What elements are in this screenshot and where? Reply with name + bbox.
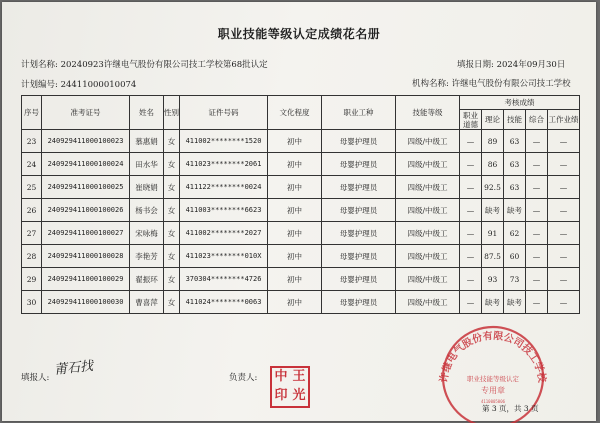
header-composite: 综合 (526, 110, 548, 130)
cell-level: 四级/中级工 (396, 199, 460, 222)
cell-id: 411023********010X (180, 245, 268, 268)
cell-ethics: — (460, 291, 482, 314)
cell-level: 四级/中级工 (396, 245, 460, 268)
header-name: 姓名 (130, 96, 164, 130)
cell-composite: — (526, 176, 548, 199)
cell-id: 370304********4726 (180, 268, 268, 291)
cell-skill: 62 (504, 222, 526, 245)
header-work: 工作业绩 (548, 110, 580, 130)
header-edu: 文化程度 (268, 96, 322, 130)
personal-seal: 中 王 印 光 (270, 366, 310, 408)
cell-ethics: — (460, 268, 482, 291)
cell-ticket: 240929411000100029 (42, 268, 130, 291)
cell-name: 杨书会 (130, 199, 164, 222)
cell-work: — (548, 291, 580, 314)
header-id: 证件号码 (180, 96, 268, 130)
cell-composite: — (526, 130, 548, 153)
cell-theory: 93 (482, 268, 504, 291)
cell-theory: 86 (482, 153, 504, 176)
cell-gender: 女 (164, 245, 180, 268)
cell-ethics: — (460, 222, 482, 245)
cell-ethics: — (460, 176, 482, 199)
cell-seq: 28 (22, 245, 42, 268)
cell-ticket: 240929411000100025 (42, 176, 130, 199)
cell-skill: 缺考 (504, 199, 526, 222)
cell-work: — (548, 130, 580, 153)
table-row (22, 176, 580, 199)
responsible-label: 负责人: (229, 373, 258, 383)
cell-job: 母婴护理员 (322, 245, 396, 268)
cell-edu: 初中 (268, 291, 322, 314)
cell-name: 李艳芳 (130, 245, 164, 268)
fill-date-value: 2024年09月30日 (496, 60, 566, 70)
cell-seq: 23 (22, 130, 42, 153)
plan-no-line (21, 78, 136, 90)
cell-name: 崔晓娟 (130, 176, 164, 199)
cell-gender: 女 (164, 153, 180, 176)
plan-name-label: 计划名称: (21, 60, 58, 70)
cell-job: 母婴护理员 (322, 130, 396, 153)
cell-seq: 26 (22, 199, 42, 222)
cell-seq: 27 (22, 222, 42, 245)
table-row (22, 199, 580, 222)
cell-skill: 73 (504, 268, 526, 291)
cell-level: 四级/中级工 (396, 268, 460, 291)
cell-gender: 女 (164, 268, 180, 291)
cell-seq: 25 (22, 176, 42, 199)
cell-ethics: — (460, 199, 482, 222)
cell-job: 母婴护理员 (322, 199, 396, 222)
cell-skill: 63 (504, 130, 526, 153)
cell-composite: — (526, 268, 548, 291)
plan-name-line (21, 58, 268, 70)
header-level: 技能等级 (396, 96, 460, 130)
cell-name: 曹喜萍 (130, 291, 164, 314)
cell-composite: — (526, 222, 548, 245)
cell-edu: 初中 (268, 153, 322, 176)
cell-composite: — (526, 291, 548, 314)
cell-theory: 缺考 (482, 291, 504, 314)
cell-theory: 缺考 (482, 199, 504, 222)
table-row (22, 153, 580, 176)
table-row (22, 130, 580, 153)
cell-level: 四级/中级工 (396, 176, 460, 199)
cell-id: 411002********2027 (180, 222, 268, 245)
cell-skill: 缺考 (504, 291, 526, 314)
table-row (22, 222, 580, 245)
header-seq: 序号 (22, 96, 42, 130)
cell-gender: 女 (164, 130, 180, 153)
cell-job: 母婴护理员 (322, 176, 396, 199)
header-job: 职业工种 (322, 96, 396, 130)
cell-composite: — (526, 199, 548, 222)
cell-edu: 初中 (268, 245, 322, 268)
cell-ticket: 240929411000100026 (42, 199, 130, 222)
cell-id: 411002********1520 (180, 130, 268, 153)
org-name-value: 许继电气股份有限公司技工学校 (451, 79, 571, 89)
fill-date-label: 填报日期: (457, 60, 494, 70)
cell-level: 四级/中级工 (396, 291, 460, 314)
cell-ticket: 240929411000100024 (42, 153, 130, 176)
cell-work: — (548, 268, 580, 291)
cell-id: 411024********0063 (180, 291, 268, 314)
plan-no-value: 24411000010074 (60, 80, 137, 90)
filler-signature: 莆石找 (53, 358, 94, 378)
cell-gender: 女 (164, 222, 180, 245)
cell-ethics: — (460, 130, 482, 153)
cell-seq: 29 (22, 268, 42, 291)
cell-work: — (548, 176, 580, 199)
cell-seq: 24 (22, 153, 42, 176)
seal-center-line2: 专用章 (481, 386, 505, 395)
cell-name: 翟振环 (130, 268, 164, 291)
cell-theory: 92.5 (482, 176, 504, 199)
seal-serial: 4110005006 (480, 399, 506, 404)
cell-job: 母婴护理员 (322, 153, 396, 176)
cell-job: 母婴护理员 (322, 222, 396, 245)
cell-name: 慕惠娟 (130, 130, 164, 153)
table-row (22, 268, 580, 291)
cell-edu: 初中 (268, 176, 322, 199)
cell-theory: 89 (482, 130, 504, 153)
cell-composite: — (526, 153, 548, 176)
header-theory: 理论 (482, 110, 504, 130)
seal-arc-text: 许继电气股份有限公司技工学校 (438, 330, 548, 384)
table-row (22, 245, 580, 268)
cell-name: 宋咏梅 (130, 222, 164, 245)
header-ticket: 准考证号 (42, 96, 130, 130)
filler-label: 填报人: (21, 373, 50, 383)
seal-center-line1: 职业技能等级认定 (467, 375, 519, 383)
cell-work: — (548, 199, 580, 222)
document-title: 职业技能等级认定成绩花名册 (217, 27, 381, 41)
cell-gender: 女 (164, 176, 180, 199)
cell-id: 411122********0024 (180, 176, 268, 199)
cell-gender: 女 (164, 291, 180, 314)
cell-composite: — (526, 245, 548, 268)
header-gender: 性别 (164, 96, 180, 130)
header-ethics: 职业道德 (460, 110, 482, 130)
cell-skill: 63 (504, 153, 526, 176)
cell-name: 田水华 (130, 153, 164, 176)
cell-ethics: — (460, 245, 482, 268)
plan-no-label: 计划编号: (21, 80, 58, 90)
org-name-label: 机构名称: (412, 79, 449, 89)
cell-work: — (548, 153, 580, 176)
cell-work: — (548, 222, 580, 245)
cell-ticket: 240929411000100027 (42, 222, 130, 245)
cell-job: 母婴护理员 (322, 268, 396, 291)
cell-ticket: 240929411000100028 (42, 245, 130, 268)
cell-seq: 30 (22, 291, 42, 314)
page-indicator: 第 3 页，共 3 页 (482, 404, 539, 413)
cell-edu: 初中 (268, 268, 322, 291)
cell-job: 母婴护理员 (322, 291, 396, 314)
fill-date-line (457, 58, 565, 70)
cell-skill: 63 (504, 176, 526, 199)
cell-ticket: 240929411000100023 (42, 130, 130, 153)
cell-id: 411023********2061 (180, 153, 268, 176)
cell-work: — (548, 245, 580, 268)
cell-gender: 女 (164, 199, 180, 222)
header-skill: 技能 (504, 110, 526, 130)
cell-ticket: 240929411000100030 (42, 291, 130, 314)
cell-theory: 91 (482, 222, 504, 245)
cell-skill: 60 (504, 245, 526, 268)
org-name-line (412, 77, 571, 89)
cell-edu: 初中 (268, 222, 322, 245)
roster-sheet (2, 2, 596, 421)
plan-name-value: 20240923许继电气股份有限公司技工学校第68批认定 (60, 60, 268, 70)
cell-edu: 初中 (268, 130, 322, 153)
cell-level: 四级/中级工 (396, 153, 460, 176)
cell-ethics: — (460, 153, 482, 176)
cell-theory: 87.5 (482, 245, 504, 268)
score-table (21, 95, 580, 314)
cell-id: 411003********6623 (180, 199, 268, 222)
header-scores: 考核成绩 (460, 96, 580, 110)
cell-edu: 初中 (268, 199, 322, 222)
table-row (22, 291, 580, 314)
cell-level: 四级/中级工 (396, 222, 460, 245)
cell-level: 四级/中级工 (396, 130, 460, 153)
